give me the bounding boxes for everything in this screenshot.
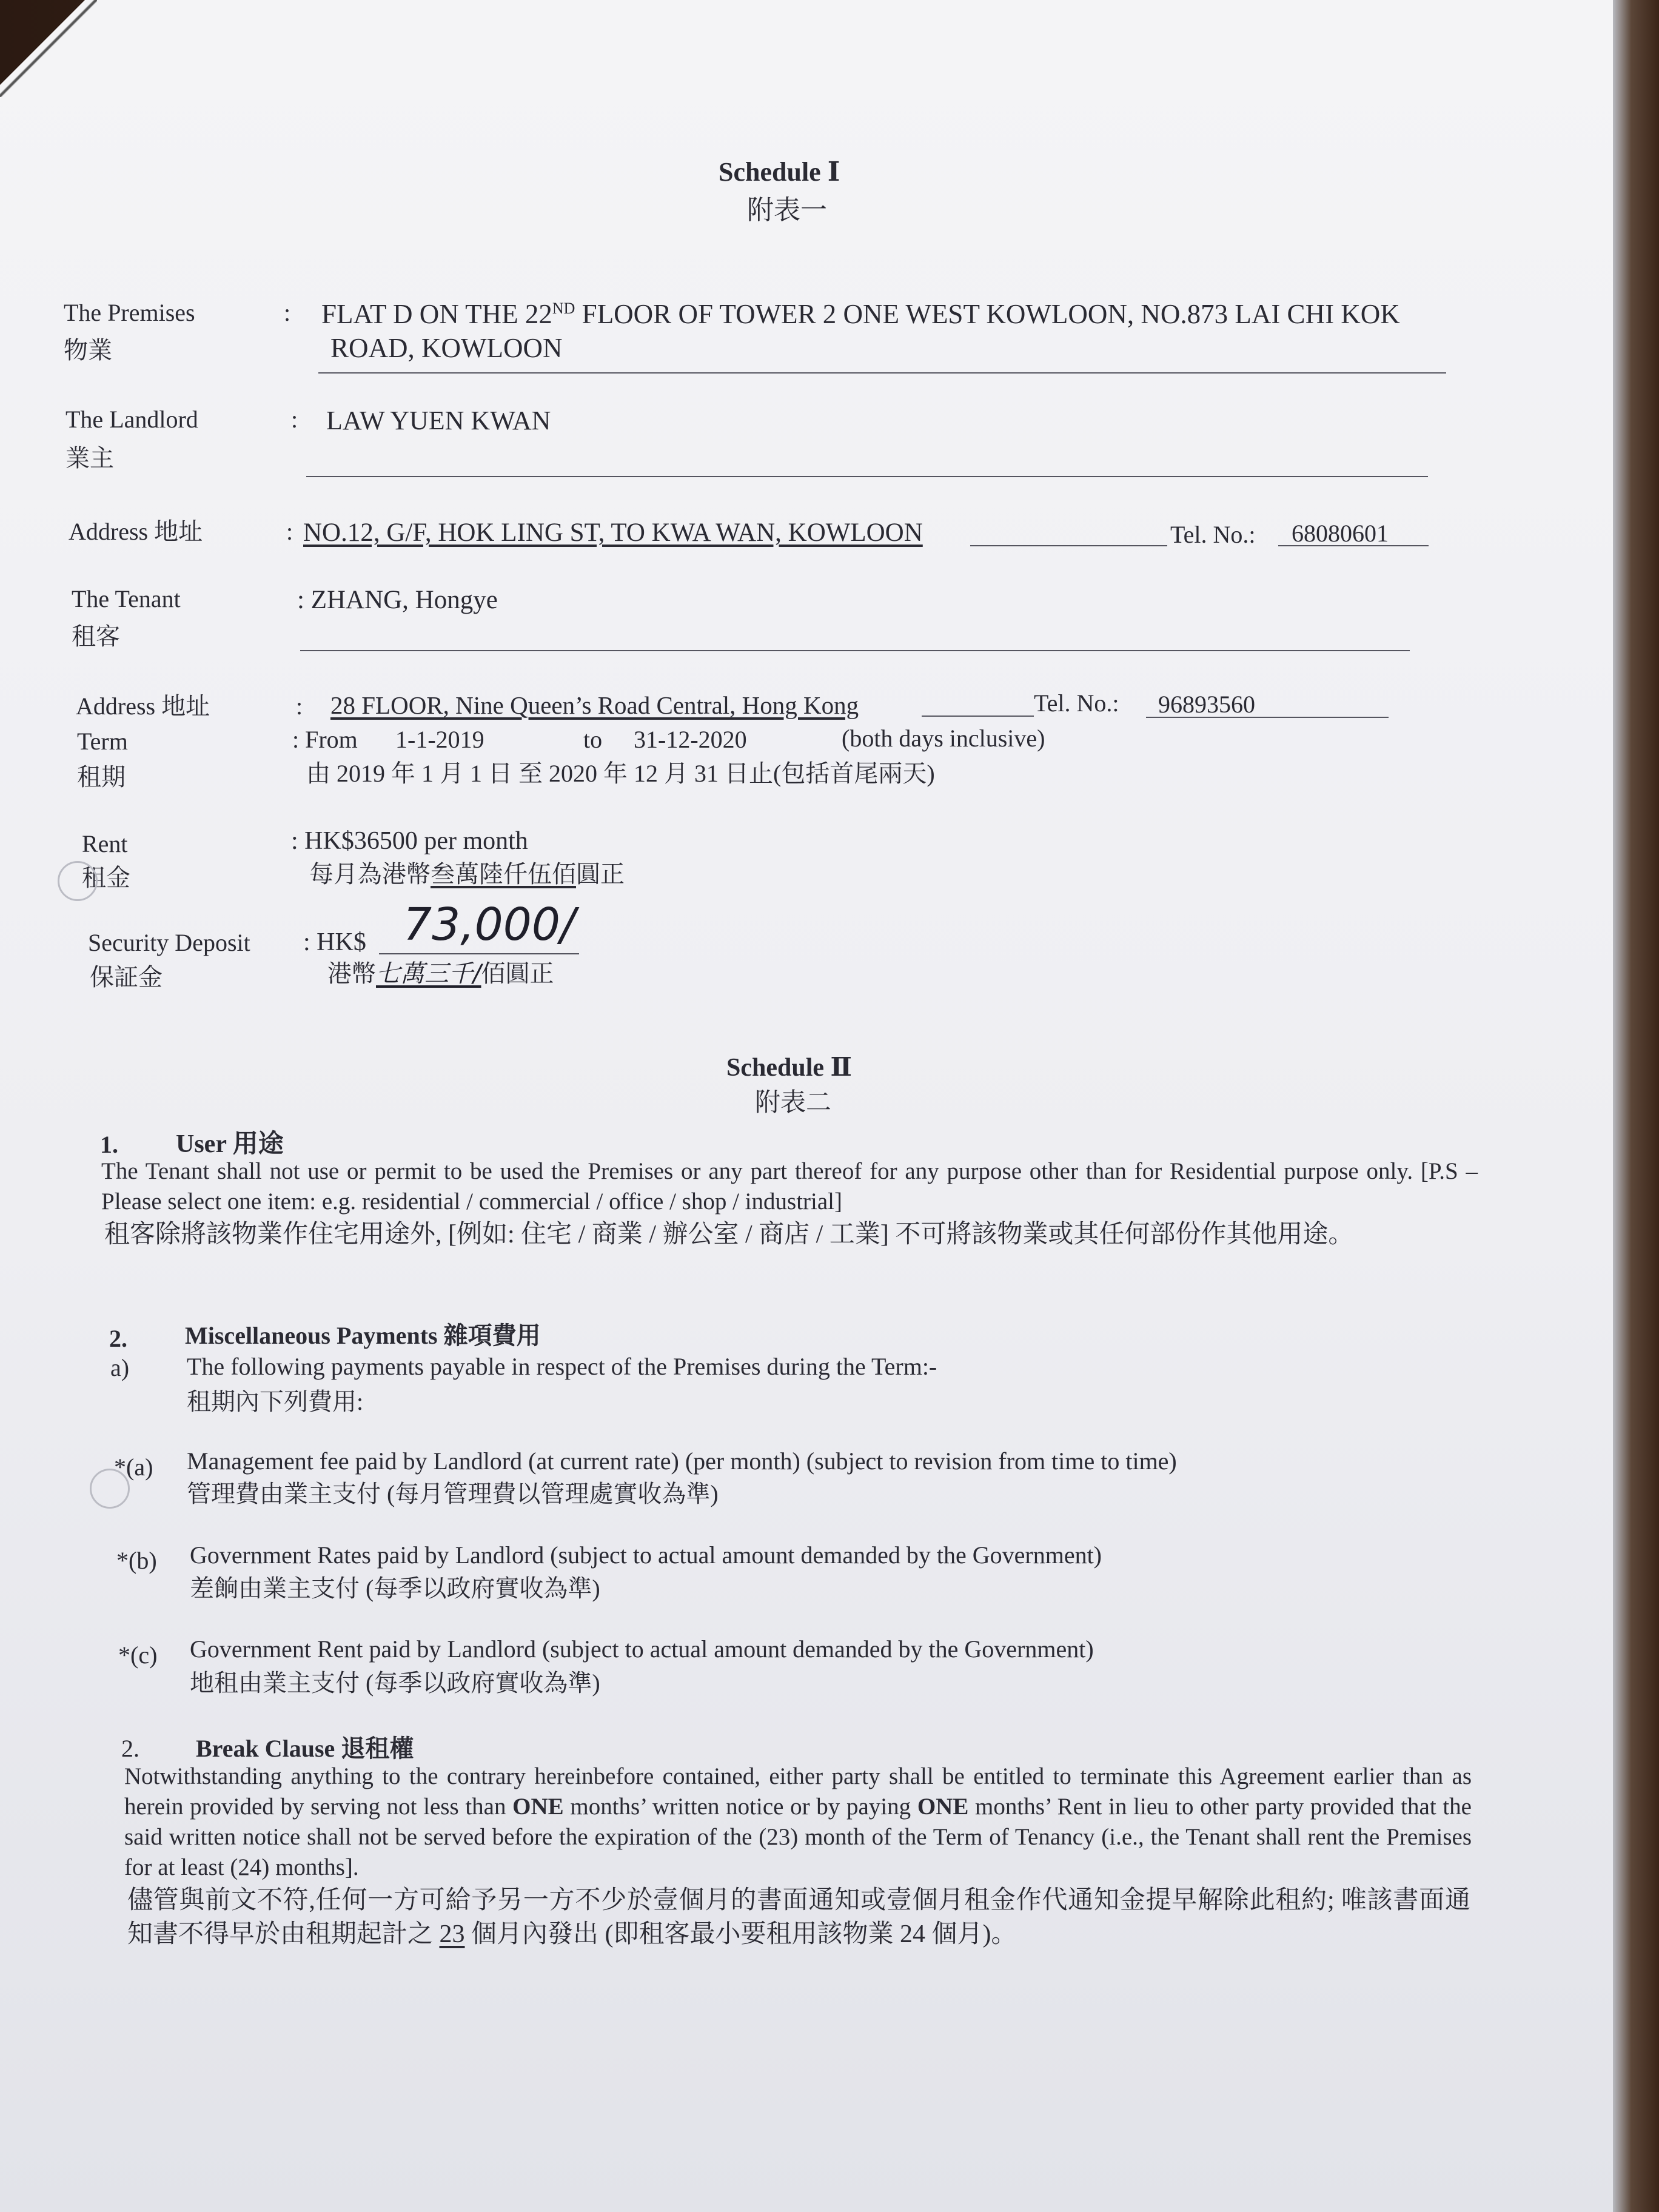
misc-heading: Miscellaneous Payments 雜項費用	[185, 1322, 541, 1349]
premises-value-line1: FLAT D ON THE 22ND FLOOR OF TOWER 2 ONE WEST KOWLOON, NO.873 LAI CHI KOK	[321, 299, 1400, 329]
tenant-address-label: Address 地址	[76, 692, 210, 720]
misc-a-text: The following payments payable in respect of the Premises during the Term:-	[187, 1353, 937, 1380]
term-to: 31-12-2020	[634, 726, 747, 753]
tenant-tel-label: Tel. No.:	[1034, 689, 1119, 717]
misc-item-b-cn: 差餉由業主支付 (每季以政府實收為準)	[190, 1575, 600, 1602]
term-label-cn: 租期	[77, 763, 126, 791]
tenant-label-cn: 租客	[72, 623, 120, 650]
landlord-address: NO.12, G/F, HOK LING ST, TO KWA WAN, KOWLOON	[303, 518, 923, 547]
user-text-en: The Tenant shall not use or permit to be used the Premises or any part thereof for any purpose other than for Residential purpose only. [P.S – Please select one item: e.g. residential / commercial / office / shop / industrial]	[101, 1158, 1478, 1215]
colon: :	[286, 518, 293, 545]
rent-value: : HK$36500 per month	[291, 827, 528, 855]
misc-item-c-cn: 地租由業主支付 (每季以政府實收為準)	[190, 1669, 600, 1697]
landlord-label-cn: 業主	[65, 444, 114, 472]
term-cn: 由 2019 年 1 月 1 日 至 2020 年 12 月 31 日止(包括首尾兩天)	[306, 760, 935, 787]
deposit-label-cn: 保証金	[90, 964, 163, 991]
break-heading: Break Clause 退租權	[196, 1735, 414, 1762]
user-heading: User 用途	[176, 1130, 284, 1158]
tenant-tel: 96893560	[1158, 691, 1255, 718]
colon: :	[296, 692, 303, 720]
schedule-2-title-cn: 附表二	[755, 1089, 832, 1117]
deposit-label: Security Deposit	[88, 929, 250, 956]
schedule-1-title-cn: 附表一	[747, 195, 827, 225]
landlord-underline	[306, 476, 1428, 477]
tenant-address-fill	[922, 716, 1034, 717]
misc-a-label: a)	[110, 1354, 130, 1381]
address-fill-line	[970, 545, 1167, 546]
tenant-label: The Tenant	[72, 585, 181, 612]
colon: :	[291, 406, 298, 433]
break-text-en: Notwithstanding anything to the contrary hereinbefore contained, either party shall be entitled to terminate this Agreement earlier than as herein provided by serving not less than ONE months’ written notice or by paying ONE months’ Rent in lieu to other party provided that the said written notice shall not be served before the expiration of the (23) month of the Term of Tenancy (i.e., the Tenant shall rent the Premises for at least (24) months].	[124, 1763, 1472, 1880]
rent-cn: 每月為港幣叁萬陸仟伍佰圓正	[309, 860, 625, 888]
paper-edge	[0, 0, 97, 97]
user-number: 1.	[100, 1131, 118, 1158]
deposit-underline	[379, 953, 579, 954]
tenant-address: 28 FLOOR, Nine Queen’s Road Central, Hong Kong	[330, 691, 859, 719]
page-edge-shadow	[1613, 0, 1659, 2212]
schedule-1-title: Schedule Ⅰ	[719, 157, 840, 187]
landlord-name: LAW YUEN KWAN	[326, 406, 551, 435]
tenant-tel-underline	[1146, 717, 1389, 718]
premises-underline	[318, 372, 1446, 374]
landlord-label: The Landlord	[65, 406, 198, 433]
break-number: 2.	[121, 1735, 139, 1762]
premises-label: The Premises	[64, 299, 195, 326]
misc-item-b-label: *(b)	[116, 1547, 157, 1574]
deposit-hk-label: : HK$	[303, 928, 366, 956]
tenant-name: : ZHANG, Hongye	[297, 586, 498, 614]
landlord-tel: 68080601	[1292, 520, 1389, 547]
term-inclusive: (both days inclusive)	[842, 725, 1045, 752]
colon: :	[284, 299, 291, 326]
premises-label-cn: 物業	[64, 337, 112, 364]
schedule-2-title: Schedule Ⅱ	[726, 1054, 852, 1082]
term-from-label: : From	[292, 726, 358, 753]
landlord-tel-underline	[1278, 545, 1429, 546]
term-from: 1-1-2019	[395, 726, 484, 753]
deposit-cn: 港幣七萬三千/佰圓正	[327, 960, 554, 988]
misc-item-b-en: Government Rates paid by Landlord (subject to actual amount demanded by the Government)	[190, 1541, 1102, 1569]
landlord-address-label: Address 地址	[69, 518, 203, 545]
misc-item-c-label: *(c)	[118, 1641, 158, 1669]
misc-item-a-label: *(a)	[114, 1453, 153, 1481]
rent-label-cn: 租金	[82, 864, 130, 891]
premises-value-line2: ROAD, KOWLOON	[330, 333, 563, 363]
tenant-underline	[300, 650, 1410, 651]
rent-label: Rent	[82, 830, 128, 857]
term-to-label: to	[583, 726, 603, 753]
misc-number: 2.	[109, 1325, 127, 1352]
misc-item-a-en: Management fee paid by Landlord (at current rate) (per month) (subject to revision from time to time)	[187, 1447, 1177, 1475]
landlord-tel-label: Tel. No.:	[1170, 521, 1256, 548]
punch-hole-icon	[58, 861, 98, 901]
misc-item-a-cn: 管理費由業主支付 (每月管理費以管理處實收為準)	[187, 1480, 719, 1507]
deposit-handwritten-amount: 73,000/	[403, 899, 575, 951]
user-text-cn: 租客除將該物業作住宅用途外, [例如: 住宅 / 商業 / 辦公室 / 商店 / 工業] 不可將該物業或其任何部份作其他用途。	[104, 1221, 1354, 1248]
misc-a-cn: 租期內下列費用:	[187, 1388, 364, 1415]
misc-item-c-en: Government Rent paid by Landlord (subject to actual amount demanded by the Government)	[190, 1635, 1094, 1663]
term-label: Term	[77, 728, 128, 755]
break-text-cn: 儘管與前文不符,任何一方可給予另一方不少於壹個月的書面通知或壹個月租金作代通知金提早解除此租約; 唯該書面通知書不得早於由租期起計之 23 個月內發出 (即租客最小要租用該物業 24 個月)。	[127, 1886, 1470, 1948]
